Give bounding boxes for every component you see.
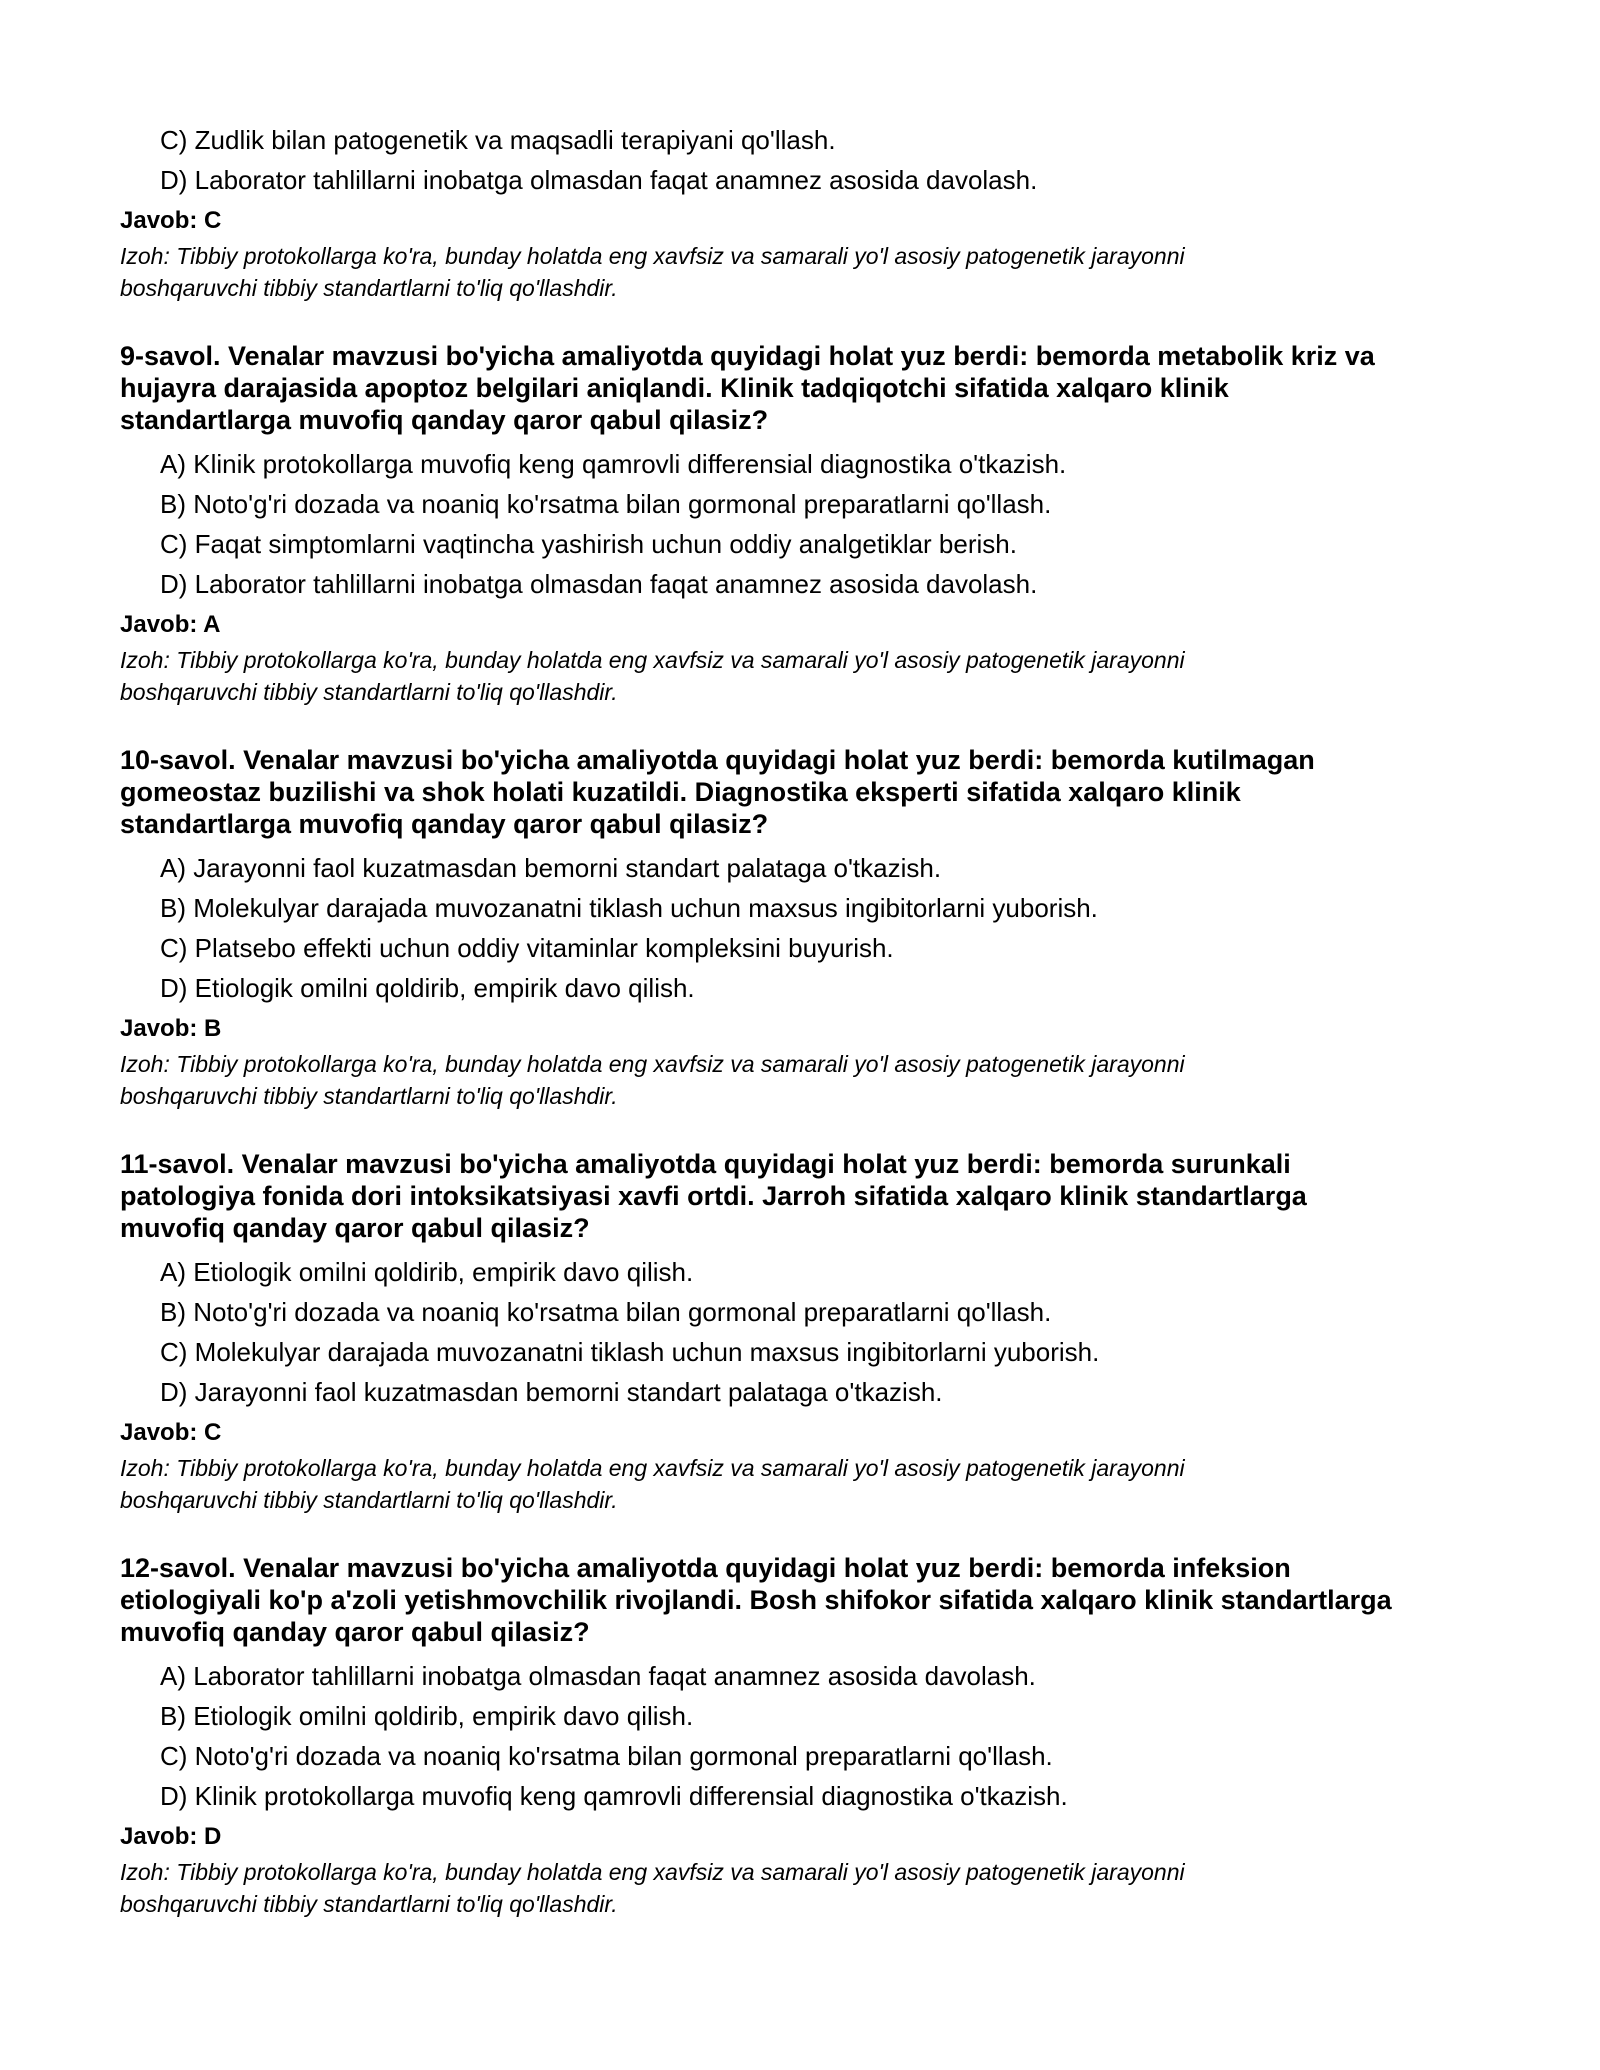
question-line: 9-savol. Venalar mavzusi bo'yicha amaliyotda quyidagi holat yuz berdi: bemorda metabolik kriz va xyxy=(120,341,1375,371)
question-block-9 xyxy=(120,340,1490,708)
explanation-note xyxy=(120,644,1490,708)
question-line: standartlarga muvofiq qanday qaror qabul qilasiz? xyxy=(120,809,769,839)
question-line: standartlarga muvofiq qanday qaror qabul qilasiz? xyxy=(120,405,769,435)
option-d: D) Klinik protokollarga muvofiq keng qamrovli differensial diagnostika o'tkazish. xyxy=(160,1781,1068,1811)
explanation-note xyxy=(120,240,1490,304)
question-block-10 xyxy=(120,744,1490,1112)
option-a: A) Klinik protokollarga muvofiq keng qamrovli differensial diagnostika o'tkazish. xyxy=(160,449,1067,479)
question-line: patologiya fonida dori intoksikatsiyasi xavfi ortdi. Jarroh sifatida xalqaro klinik standartlarga xyxy=(120,1181,1307,1211)
option-a: A) Etiologik omilni qoldirib, empirik davo qilish. xyxy=(160,1257,694,1287)
question-block-8-tail xyxy=(120,120,1490,304)
document-page xyxy=(120,120,1490,1920)
option-c: C) Noto'g'ri dozada va noaniq ko'rsatma bilan gormonal preparatlarni qo'llash. xyxy=(160,1741,1053,1771)
option-c: C) Platsebo effekti uchun oddiy vitaminlar kompleksini buyurish. xyxy=(160,933,894,963)
explanation-line: boshqaruvchi tibbiy standartlarni to'liq qo'llashdir. xyxy=(120,1891,618,1917)
explanation-line: boshqaruvchi tibbiy standartlarni to'liq qo'llashdir. xyxy=(120,679,618,705)
explanation-line: boshqaruvchi tibbiy standartlarni to'liq qo'llashdir. xyxy=(120,1487,618,1513)
explanation-note xyxy=(120,1856,1490,1920)
question-line: 11-savol. Venalar mavzusi bo'yicha amaliyotda quyidagi holat yuz berdi: bemorda surunkali xyxy=(120,1149,1291,1179)
explanation-note xyxy=(120,1048,1490,1112)
option-c: C) Molekulyar darajada muvozanatni tiklash uchun maxsus ingibitorlarni yuborish. xyxy=(160,1337,1100,1367)
explanation-line: boshqaruvchi tibbiy standartlarni to'liq qo'llashdir. xyxy=(120,1083,618,1109)
answer-label: Javob: B xyxy=(120,1015,222,1042)
option-a: A) Laborator tahlillarni inobatga olmasdan faqat anamnez asosida davolash. xyxy=(160,1661,1036,1691)
option-b: B) Noto'g'ri dozada va noaniq ko'rsatma bilan gormonal preparatlarni qo'llash. xyxy=(160,489,1052,519)
explanation-line: boshqaruvchi tibbiy standartlarni to'liq qo'llashdir. xyxy=(120,275,618,301)
option-b: B) Molekulyar darajada muvozanatni tiklash uchun maxsus ingibitorlarni yuborish. xyxy=(160,893,1098,923)
explanation-note xyxy=(120,1452,1490,1516)
question-text xyxy=(120,1148,1490,1244)
option-c: C) Zudlik bilan patogenetik va maqsadli terapiyani qo'llash. xyxy=(160,125,836,155)
answer-label: Javob: C xyxy=(120,207,222,234)
question-line: muvofiq qanday qaror qabul qilasiz? xyxy=(120,1213,590,1243)
explanation-line: Izoh: Tibbiy protokollarga ko'ra, bunday holatda eng xavfsiz va samarali yo'l asosiy patogenetik jarayonni xyxy=(120,647,1185,673)
option-c: C) Faqat simptomlarni vaqtincha yashirish uchun oddiy analgetiklar berish. xyxy=(160,529,1017,559)
question-text xyxy=(120,1552,1490,1648)
answer-label: Javob: A xyxy=(120,611,221,638)
option-b: B) Noto'g'ri dozada va noaniq ko'rsatma bilan gormonal preparatlarni qo'llash. xyxy=(160,1297,1052,1327)
option-d: D) Etiologik omilni qoldirib, empirik davo qilish. xyxy=(160,973,695,1003)
explanation-line: Izoh: Tibbiy protokollarga ko'ra, bunday holatda eng xavfsiz va samarali yo'l asosiy patogenetik jarayonni xyxy=(120,243,1185,269)
answer-label: Javob: C xyxy=(120,1419,222,1446)
answer-label: Javob: D xyxy=(120,1823,222,1850)
question-line: muvofiq qanday qaror qabul qilasiz? xyxy=(120,1617,590,1647)
question-line: 10-savol. Venalar mavzusi bo'yicha amaliyotda quyidagi holat yuz berdi: bemorda kutilmagan xyxy=(120,745,1315,775)
question-line: hujayra darajasida apoptoz belgilari aniqlandi. Klinik tadqiqotchi sifatida xalqaro klinik xyxy=(120,373,1229,403)
option-a: A) Jarayonni faol kuzatmasdan bemorni standart palataga o'tkazish. xyxy=(160,853,942,883)
question-line: gomeostaz buzilishi va shok holati kuzatildi. Diagnostika eksperti sifatida xalqaro klinik xyxy=(120,777,1241,807)
question-text xyxy=(120,340,1490,436)
option-d: D) Jarayonni faol kuzatmasdan bemorni standart palataga o'tkazish. xyxy=(160,1377,943,1407)
question-block-12 xyxy=(120,1552,1490,1920)
explanation-line: Izoh: Tibbiy protokollarga ko'ra, bunday holatda eng xavfsiz va samarali yo'l asosiy patogenetik jarayonni xyxy=(120,1051,1185,1077)
option-d: D) Laborator tahlillarni inobatga olmasdan faqat anamnez asosida davolash. xyxy=(160,569,1038,599)
option-b: B) Etiologik omilni qoldirib, empirik davo qilish. xyxy=(160,1701,694,1731)
question-line: 12-savol. Venalar mavzusi bo'yicha amaliyotda quyidagi holat yuz berdi: bemorda infeksion xyxy=(120,1553,1291,1583)
question-text xyxy=(120,744,1490,840)
explanation-line: Izoh: Tibbiy protokollarga ko'ra, bunday holatda eng xavfsiz va samarali yo'l asosiy patogenetik jarayonni xyxy=(120,1859,1185,1885)
question-block-11 xyxy=(120,1148,1490,1516)
option-d: D) Laborator tahlillarni inobatga olmasdan faqat anamnez asosida davolash. xyxy=(160,165,1038,195)
question-line: etiologiyali ko'p a'zoli yetishmovchilik rivojlandi. Bosh shifokor sifatida xalqaro klinik standartlarga xyxy=(120,1585,1392,1615)
explanation-line: Izoh: Tibbiy protokollarga ko'ra, bunday holatda eng xavfsiz va samarali yo'l asosiy patogenetik jarayonni xyxy=(120,1455,1185,1481)
